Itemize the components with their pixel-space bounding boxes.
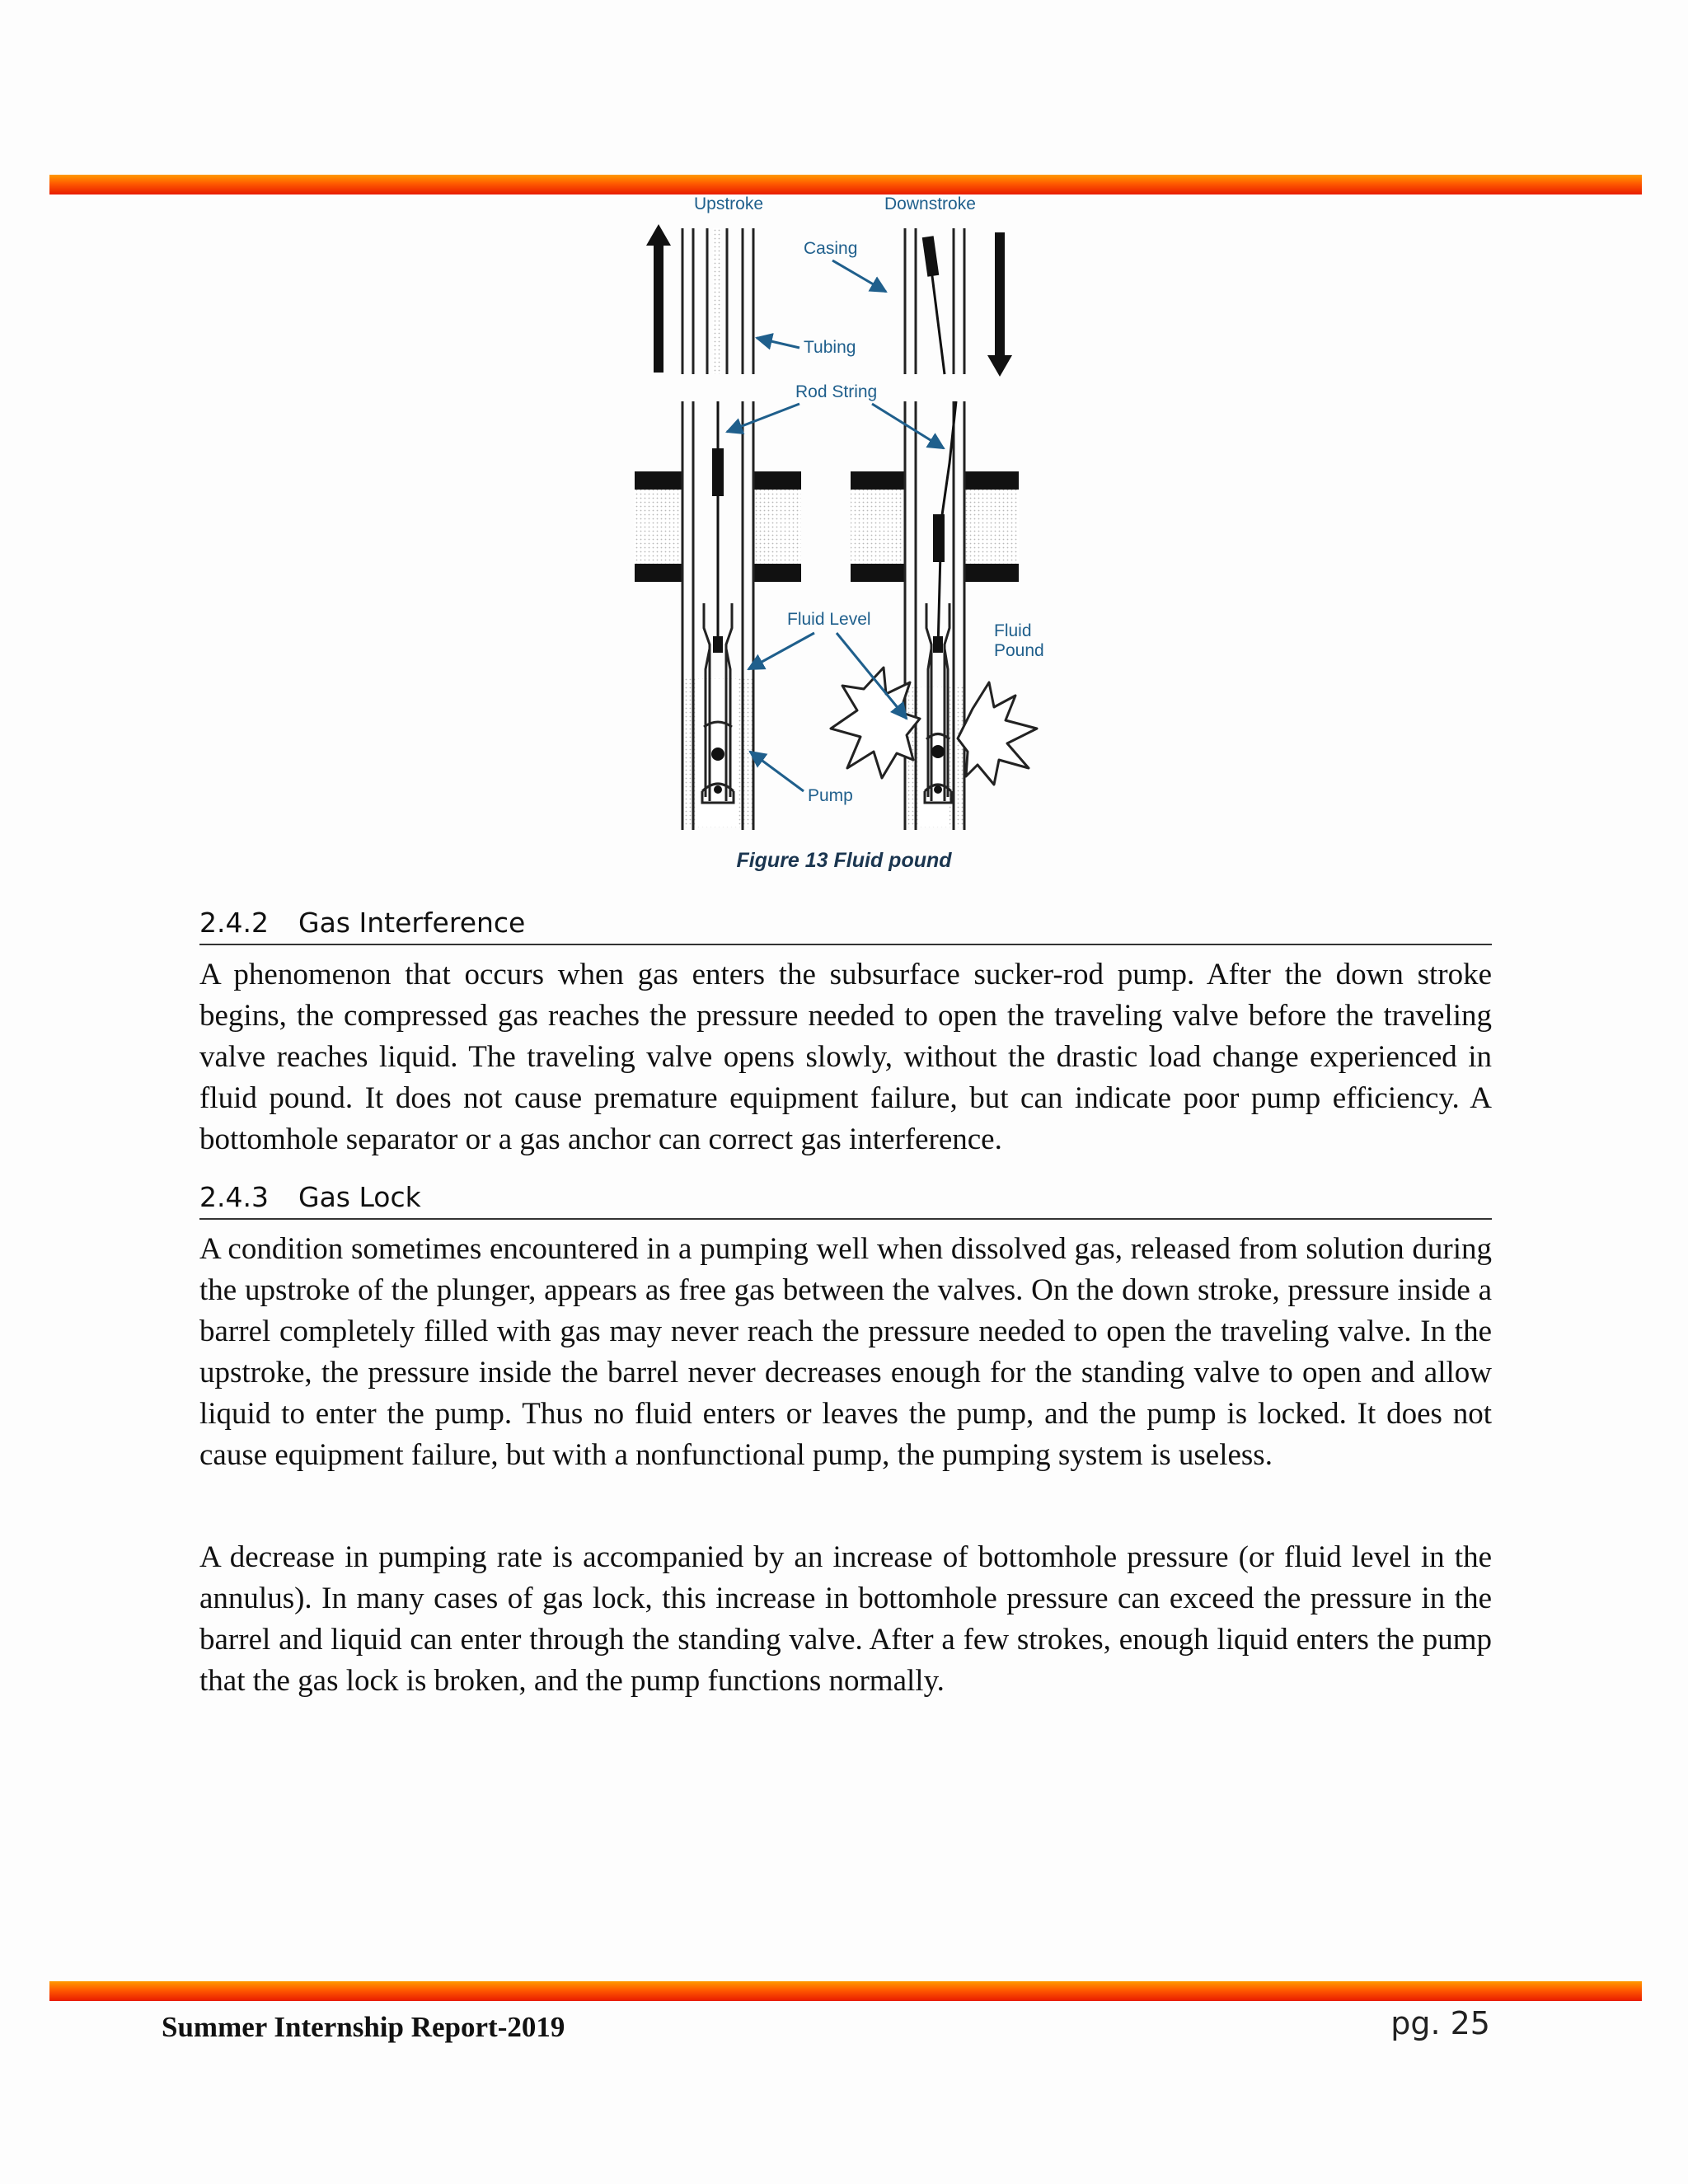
upstroke-rod-upper — [713, 228, 721, 374]
paragraph-gas-lock-1: A condition sometimes encountered in a pumping well when dissolved gas, released from solution during the upstroke of the plunger, appears as free gas between the valves. On the down stroke, pressure inside a barrel completely filled with gas may never reach the pressure needed to open the traveling valve. In the upstroke, the pressure inside the barrel never decreases enough for the standing valve to open and allow liquid to enter the pump. Thus no fluid enters or leaves the pump, and the pump is locked. It does not cause equipment failure, but with a nonfunctional pump, the pumping system is useless. — [199, 1232, 1492, 1472]
label-fluid-pound-line1: Fluid — [994, 621, 1032, 640]
section-number: 2.4.3 — [199, 1181, 269, 1213]
section-title: Gas Lock — [298, 1181, 421, 1213]
footer-report-title: Summer Internship Report-2019 — [162, 2011, 565, 2043]
figure-fluid-pound — [635, 191, 1063, 842]
footer-gradient-band — [49, 1981, 1642, 2001]
section-number: 2.4.2 — [199, 907, 269, 939]
figure-caption: Figure 13 Fluid pound — [736, 849, 952, 872]
fluid-pound-burst-right-icon — [958, 682, 1037, 785]
label-fluid-level: Fluid Level — [787, 610, 871, 629]
label-tubing: Tubing — [804, 338, 856, 357]
label-downstroke: Downstroke — [884, 194, 976, 213]
label-fluid-pound-line2: Pound — [994, 641, 1044, 660]
paragraph-gas-lock-2: A decrease in pumping rate is accompanied by an increase of bottomhole pressure (or fluid level in the annulus). In many cases of gas lock, this increase in bottomhole pressure can exceed the pressure in the barrel and liquid can enter through the standing valve. After a few strokes, enough liquid enters the pump that the gas lock is broken, and the pump functions normally. — [199, 1540, 1492, 1698]
label-pump: Pump — [808, 786, 853, 805]
upstroke-lower-well — [635, 401, 801, 830]
section-heading-gas-interference — [199, 907, 1492, 945]
label-rod-string: Rod String — [795, 382, 878, 401]
section-heading-gas-lock — [199, 1181, 1492, 1220]
label-casing: Casing — [804, 239, 858, 258]
paragraph-gas-interference: A phenomenon that occurs when gas enters the subsurface sucker-rod pump. After the down stroke begins, the compressed gas reaches the pressure needed to open the traveling valve before the traveling valve reaches liquid. The traveling valve opens slowly, without the drastic load change experienced in fluid pound. It does not cause premature equipment failure, but can indicate poor pump efficiency. A bottomhole separator or a gas anchor can correct gas interference. — [199, 958, 1492, 1156]
fluid-pound-diagram — [635, 191, 1063, 842]
label-upstroke: Upstroke — [694, 194, 764, 213]
downstroke-bent-rod — [922, 236, 945, 374]
upstroke-arrow-icon — [646, 224, 671, 373]
footer-page-number: pg. 25 — [1390, 2005, 1490, 2041]
section-title: Gas Interference — [298, 907, 526, 939]
downstroke-arrow-icon — [987, 232, 1012, 377]
